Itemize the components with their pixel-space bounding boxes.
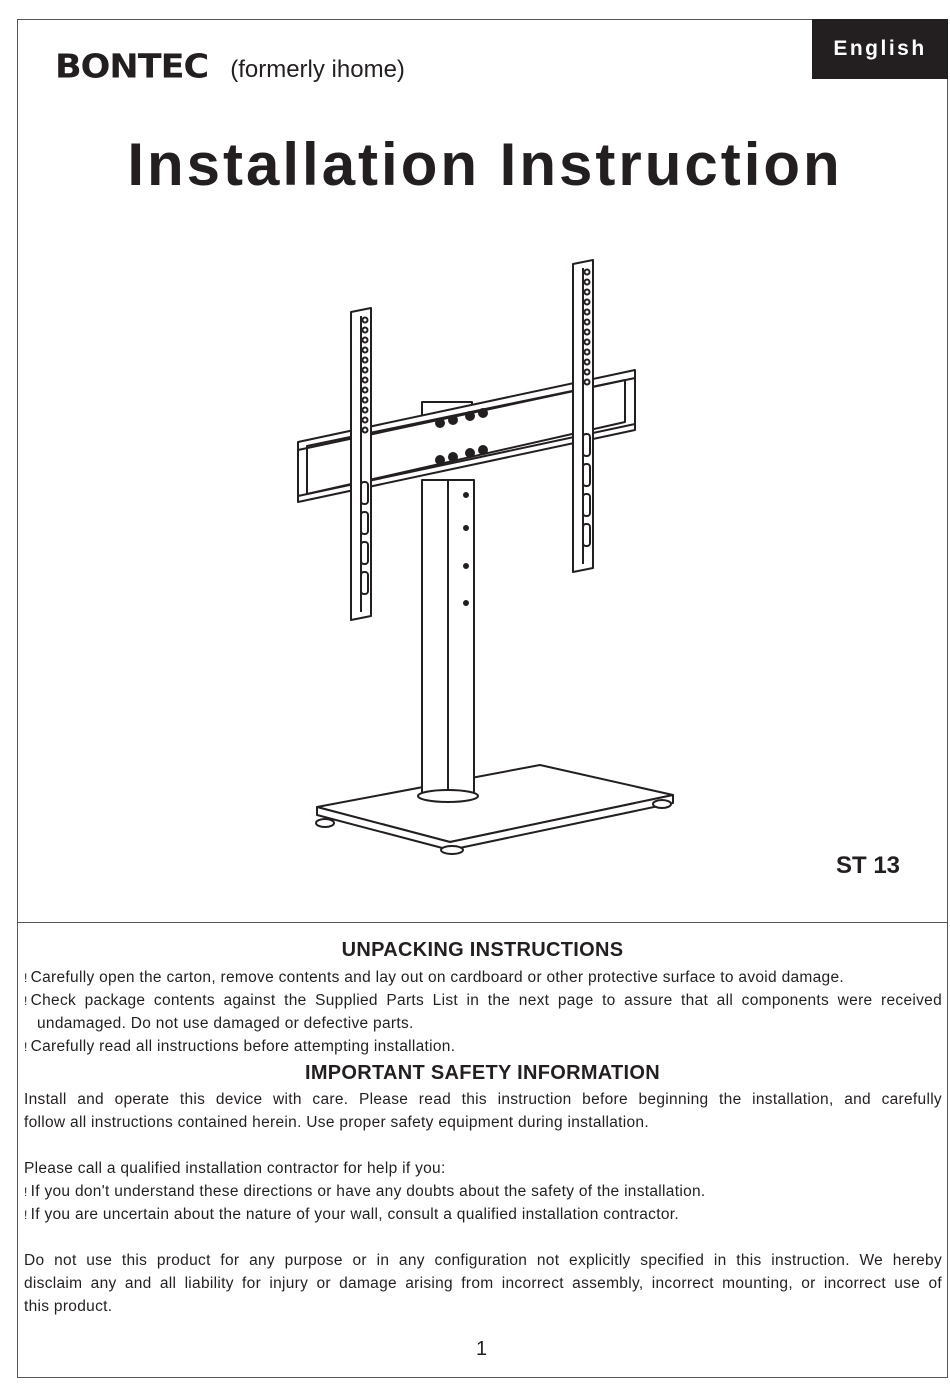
page-number: 1: [476, 1338, 488, 1360]
safety-intro-line: follow all instructions contained herein. Use proper safety equipment during installation.: [24, 1114, 649, 1131]
unpacking-line: Carefully open the carton, remove contents and lay out on cardboard or other protective surface to avoid damage.: [30, 969, 844, 986]
unpacking-line: Carefully read all instructions before attempting installation.: [30, 1038, 456, 1055]
safety-call-item: [24, 1203, 942, 1227]
model-number: ST 13: [836, 852, 901, 879]
bullet-mark: !: [24, 1040, 28, 1054]
stand-base: [316, 765, 673, 854]
unpacking-item: [24, 989, 942, 1013]
former-open: (formerly: [230, 56, 332, 83]
unpacking-item: [24, 966, 942, 990]
former-close: ): [396, 56, 405, 83]
tv-stand-illustration: [285, 250, 685, 860]
page-title: Installation Instruction: [127, 131, 843, 198]
safety-heading: IMPORTANT SAFETY INFORMATION: [304, 1062, 661, 1084]
disclaimer-line: disclaim any and all liability for injury or damage arising from incorrect assembly, incorrect mounting, or incorrect use of: [24, 1275, 942, 1292]
brand-logo: [55, 44, 405, 90]
stand-column: [418, 480, 478, 802]
disclaimer-line: Do not use this product for any purpose or in any configuration not explicitly specified in this instruction. We hereby: [24, 1252, 942, 1269]
former-brand-name: ihome: [331, 56, 397, 83]
bullet-mark: !: [24, 1185, 28, 1199]
safety-intro-line: Install and operate this device with care. Please read this instruction before beginning the installation, and carefully: [24, 1091, 942, 1108]
unpacking-line-continued: undamaged. Do not use damaged or defective parts.: [37, 1015, 414, 1032]
bullet-mark: !: [24, 971, 28, 985]
unpacking-line: Check package contents against the Supplied Parts List in the next page to assure that all components were received: [30, 992, 942, 1009]
bullet-mark: !: [24, 994, 28, 1008]
brand-name: BONTEC: [55, 48, 209, 86]
unpacking-item: [24, 1035, 942, 1059]
language-tab: English: [812, 19, 948, 79]
bullet-mark: !: [24, 1208, 28, 1222]
section-divider: [17, 922, 948, 923]
disclaimer-line: this product.: [24, 1298, 113, 1315]
safety-call-text: If you are uncertain about the nature of your wall, consult a qualified installation contractor.: [30, 1206, 679, 1223]
safety-call-text: If you don't understand these directions or have any doubts about the safety of the installation.: [30, 1183, 706, 1200]
safety-call-line: Please call a qualified installation contractor for help if you:: [24, 1160, 446, 1177]
safety-call-item: [24, 1180, 942, 1204]
unpacking-heading: UNPACKING INSTRUCTIONS: [341, 939, 624, 961]
left-bracket-arm: [351, 308, 371, 620]
right-bracket-arm: [573, 260, 593, 572]
former-brand-note: [230, 56, 405, 84]
